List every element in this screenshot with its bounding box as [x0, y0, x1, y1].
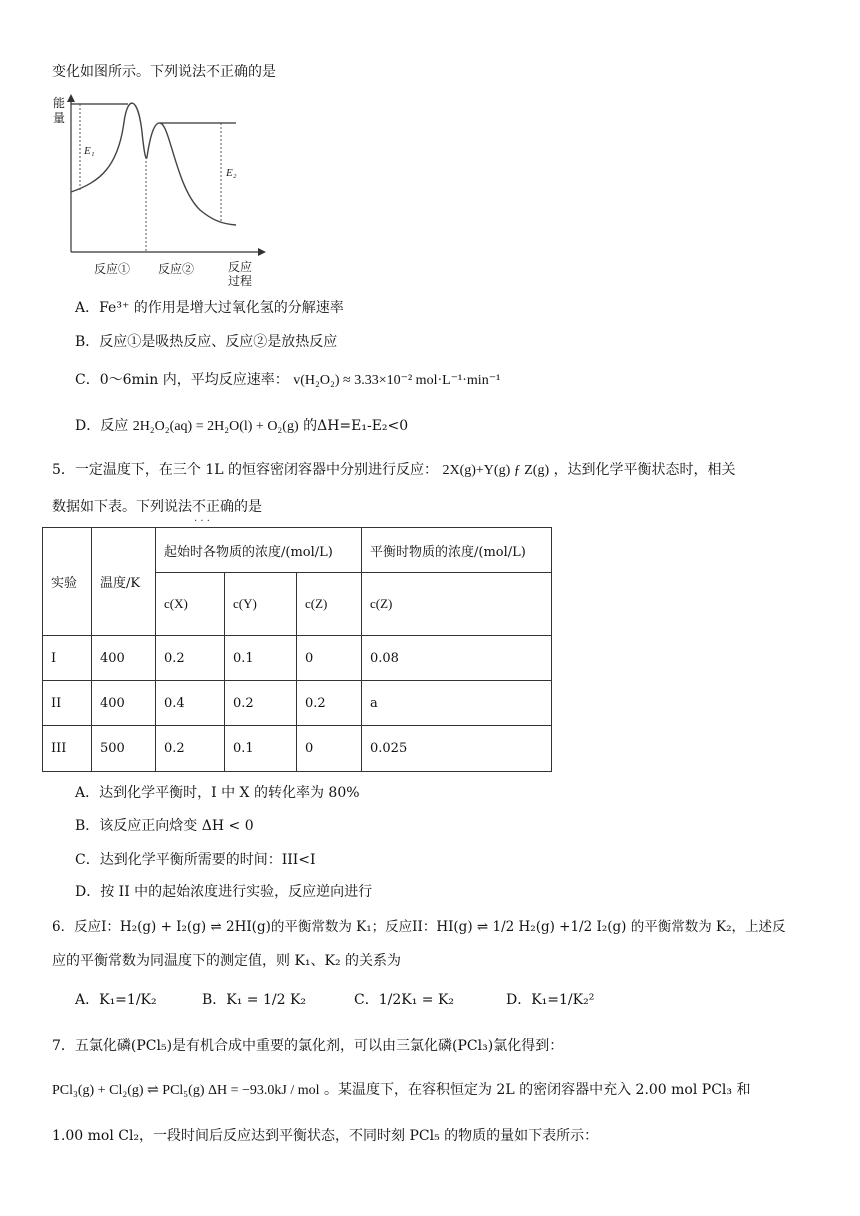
q5-option-a: A．达到化学平衡时，I 中 X 的转化率为 80%: [75, 785, 360, 801]
q4-option-d-formula: 2H₂O₂(aq) = 2H₂O(l) + O₂(g): [132, 419, 299, 434]
subheader-cz: c(Z): [297, 573, 362, 636]
cell-eq: 0.025: [362, 726, 552, 772]
q4-option-d-prefix: D．反应: [75, 418, 129, 434]
energy-curve: [71, 103, 236, 225]
q4-option-d: [75, 416, 408, 437]
cell-cz: 0: [297, 636, 362, 681]
x-label-reaction-2: 反应②: [158, 262, 195, 276]
x-axis-arrow: [258, 248, 266, 256]
x-label-reaction-1: 反应①: [94, 262, 131, 276]
x-axis-title-line-2: 过程: [228, 274, 253, 288]
q4-option-b: B．反应①是吸热反应、反应②是放热反应: [75, 334, 338, 350]
q4-option-d-suffix: 的ΔH=E₁-E₂<0: [303, 418, 409, 434]
cell-eq: 0.08: [362, 636, 552, 681]
x-axis-title-line-1: 反应: [228, 260, 253, 274]
subheader-eq-cz: c(Z): [362, 573, 552, 636]
q5-option-b: B．该反应正向焓变 ΔH < 0: [75, 818, 254, 834]
q6-option-c: C．1/2K₁ = K₂: [354, 992, 455, 1008]
cell-eq: a: [362, 681, 552, 726]
cell-temperature: 400: [92, 636, 156, 681]
q5-stem-formula: 2X(g)+Y(g) ƒ Z(g): [442, 463, 550, 478]
q6-stem-line-2: 应的平衡常数为同温度下的测定值，则 K₁、K₂ 的关系为: [52, 953, 402, 969]
q7-stem-line-2: [52, 1080, 750, 1101]
subheader-cy: c(Y): [225, 573, 297, 636]
q6-stem-line-1: 6．反应I：H₂(g) + I₂(g) ⇌ 2HI(g)的平衡常数为 K₁；反应II：HI(g) ⇌ 1/2 H₂(g) +1/2 I₂(g) 的平衡常数为 K₂，上述反: [52, 919, 786, 935]
table-row: [43, 636, 552, 681]
q4-option-c-formula: v(H₂O₂) ≈ 3.33×10⁻² mol·L⁻¹·min⁻¹: [293, 373, 501, 388]
q4-option-c: [75, 370, 500, 391]
cell-cz: 0.2: [297, 681, 362, 726]
y-axis-arrow: [67, 94, 75, 102]
e1-label: E₁: [84, 145, 95, 157]
q5-stem-text-d: 的是: [234, 499, 262, 515]
q7-stem-line-3: 1.00 mol Cl₂，一段时间后反应达到平衡状态，不同时刻 PCl₅ 的物质的量如下表所示：: [52, 1128, 599, 1144]
cell-cy: 0.2: [225, 681, 297, 726]
q5-stem-text-c: 数据如下表。下列说法: [52, 499, 192, 515]
q5-stem-line-2: [52, 497, 262, 517]
cell-cz: 0: [297, 726, 362, 772]
cell-cx: 0.2: [156, 726, 225, 772]
subheader-cx: c(X): [156, 573, 225, 636]
table-row: [43, 681, 552, 726]
q6-option-b: B．K₁ = 1/2 K₂: [202, 992, 307, 1008]
x-axis-title: [228, 260, 252, 288]
intro-line: 变化如图所示。下列说法不正确的是: [52, 64, 276, 80]
q5-data-table: [42, 527, 552, 772]
cell-temperature: 500: [92, 726, 156, 772]
q5-option-c: C．达到化学平衡所需要的时间：III<I: [75, 852, 316, 868]
q7-stem-text: 。某温度下，在容积恒定为 2L 的密闭容器中充入 2.00 mol PCl₃ 和: [319, 1082, 751, 1098]
q7-stem-line-1: 7．五氯化磷(PCl₅)是有机合成中重要的氯化剂，可以由三氯化磷(PCl₃)氯化得到：: [52, 1038, 564, 1054]
q5-option-d: D．按 II 中的起始浓度进行实验，反应逆向进行: [75, 884, 373, 900]
q5-stem-text-b: ，达到化学平衡状态时，相关: [553, 462, 736, 478]
cell-cx: 0.4: [156, 681, 225, 726]
e2-label: E₂: [226, 167, 237, 179]
q5-stem-line-1: [52, 460, 736, 481]
header-initial-concentration: 起始时各物质的浓度/(mol/L): [156, 528, 362, 573]
q6-option-a: A．K₁=1/K₂: [75, 992, 157, 1008]
y-axis-label: 能量: [53, 96, 66, 125]
q7-equation: PCl₃(g) + Cl₂(g) ⇌ PCl₅(g) ΔH = −93.0kJ / mol: [52, 1083, 320, 1098]
table-row: [43, 726, 552, 772]
cell-experiment: I: [43, 636, 92, 681]
cell-cx: 0.2: [156, 636, 225, 681]
q4-option-a: A．Fe³⁺ 的作用是增大过氧化氢的分解速率: [75, 300, 344, 316]
q4-option-c-prefix: C．0～6min 内，平均反应速率：: [75, 372, 289, 388]
cell-cy: 0.1: [225, 726, 297, 772]
q5-stem-text-a: 5．一定温度下，在三个 1L 的恒容密闭容器中分别进行反应：: [52, 462, 439, 478]
cell-experiment: II: [43, 681, 92, 726]
q6-option-d: D．K₁=1/K₂²: [506, 992, 595, 1008]
cell-temperature: 400: [92, 681, 156, 726]
q5-stem-emphasis: 不正确 · · ·: [192, 499, 234, 515]
cell-cy: 0.1: [225, 636, 297, 681]
header-equilibrium-concentration: 平衡时物质的浓度/(mol/L): [362, 528, 552, 573]
header-experiment: 实验: [43, 528, 92, 636]
header-temperature: 温度/K: [92, 528, 156, 636]
cell-experiment: III: [43, 726, 92, 772]
